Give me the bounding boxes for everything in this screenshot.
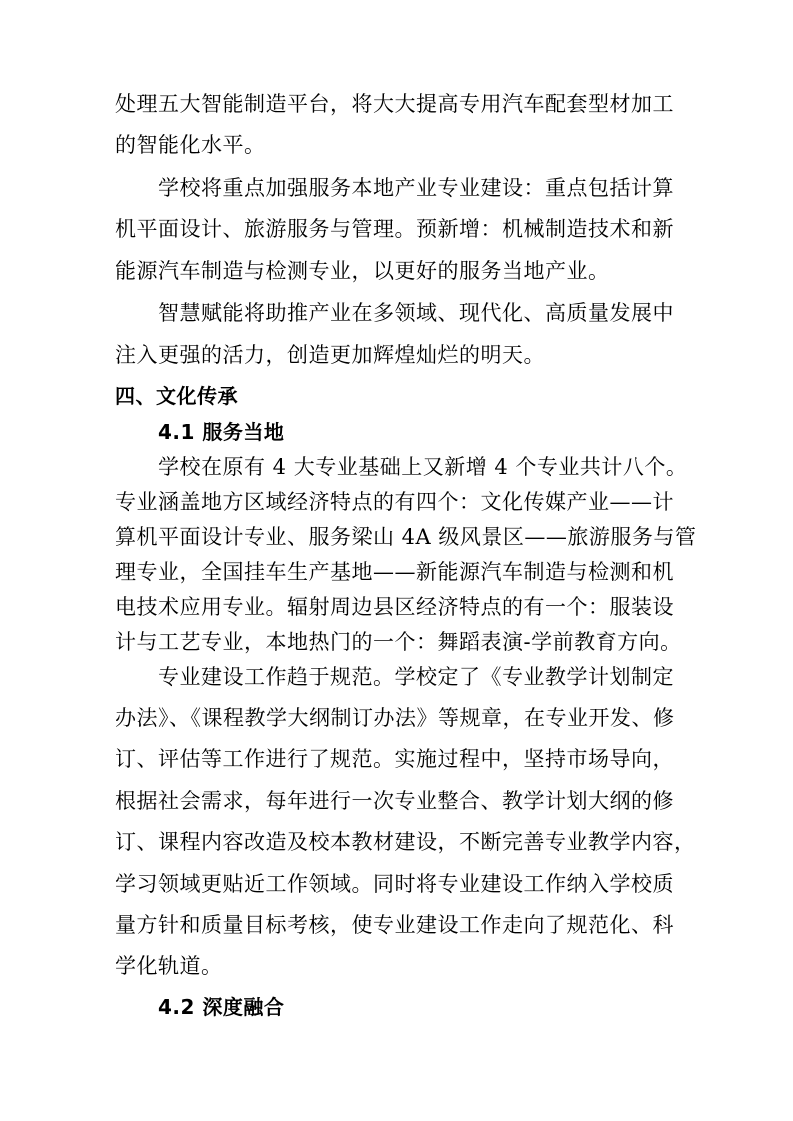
paragraph-5-line-8: 学化轨道。 xyxy=(115,954,223,978)
paragraph-4-line-2: 专业涵盖地方区域经济特点的有四个：文化传媒产业——计 xyxy=(115,490,674,514)
paragraph-5-line-7: 量方针和质量目标考核，使专业建设工作走向了规范化、科 xyxy=(115,913,674,937)
paragraph-5-line-3: 订、评估等工作进行了规范。实施过程中，坚持市场导向， xyxy=(115,747,674,771)
paragraph-5-line-6: 学习领域更贴近工作领域。同时将专业建设工作纳入学校质 xyxy=(115,872,674,896)
paragraph-1-line-2: 的智能化水平。 xyxy=(115,133,266,157)
section-heading: 四、文化传承 xyxy=(115,384,238,408)
paragraph-4-line-6: 计与工艺专业，本地热门的一个：舞蹈表演-学前教育方向。 xyxy=(115,630,682,654)
subsection-heading-4-1: 4.1 服务当地 xyxy=(158,420,285,444)
paragraph-3-line-2: 注入更强的活力，创造更加辉煌灿烂的明天。 xyxy=(115,343,545,367)
paragraph-5-line-5: 订、课程内容改造及校本教材建设，不断完善专业教学内容， xyxy=(115,830,696,854)
subsection-heading-4-2: 4.2 深度融合 xyxy=(158,995,285,1019)
paragraph-2-line-1: 学校将重点加强服务本地产业专业建设：重点包括计算 xyxy=(158,176,674,200)
paragraph-2-line-2: 机平面设计、旅游服务与管理。预新增：机械制造技术和新 xyxy=(115,217,674,241)
paragraph-5-line-2: 办法》、《课程教学大纲制订办法》等规章，在专业开发、修 xyxy=(115,706,675,730)
paragraph-4-line-1: 学校在原有 4 大专业基础上又新增 4 个专业共计八个。 xyxy=(158,455,688,479)
paragraph-5-line-1: 专业建设工作趋于规范。学校定了《专业教学计划制定 xyxy=(158,665,674,689)
paragraph-4-line-3: 算机平面设计专业、服务梁山 4A 级风景区——旅游服务与管 xyxy=(115,525,697,549)
paragraph-1-line-1: 处理五大智能制造平台，将大大提高专用汽车配套型材加工 xyxy=(115,92,674,116)
paragraph-5-line-4: 根据社会需求，每年进行一次专业整合、教学计划大纲的修 xyxy=(115,789,674,813)
paragraph-4-line-4: 理专业，全国挂车生产基地——新能源汽车制造与检测和机 xyxy=(115,560,674,584)
paragraph-2-line-3: 能源汽车制造与检测专业，以更好的服务当地产业。 xyxy=(115,259,610,283)
paragraph-4-line-5: 电技术应用专业。辐射周边县区经济特点的有一个：服装设 xyxy=(115,595,674,619)
paragraph-3-line-1: 智慧赋能将助推产业在多领域、现代化、高质量发展中 xyxy=(158,301,674,325)
